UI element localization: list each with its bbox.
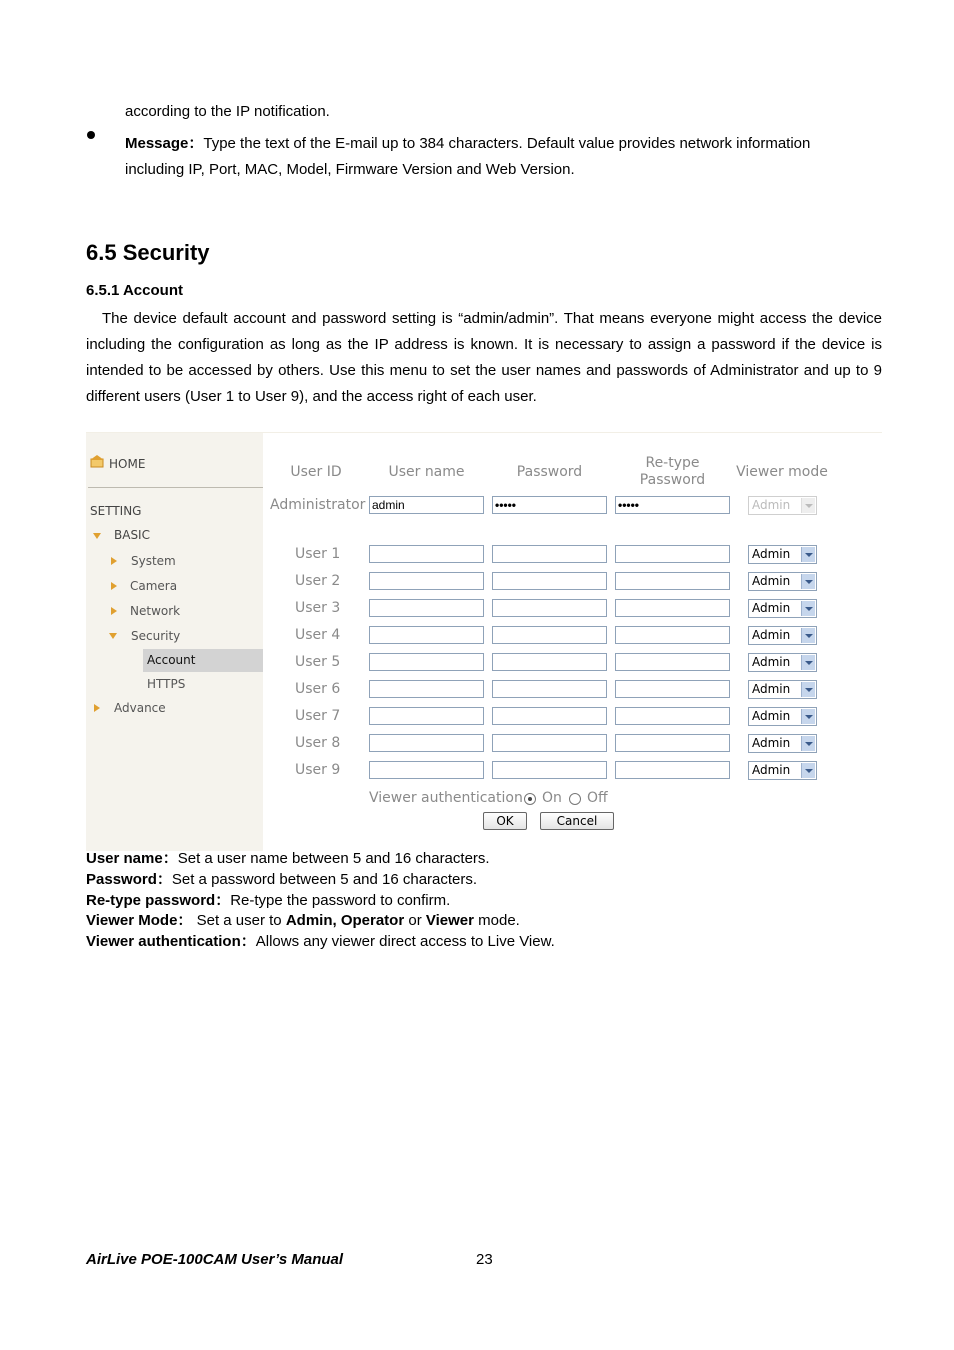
header-retype-password xyxy=(615,455,730,489)
header-viewer-mode: Viewer mode xyxy=(736,464,828,480)
section-title: 6.5 Security xyxy=(86,240,210,265)
user-viewer-mode-select[interactable] xyxy=(748,572,817,591)
definition-text: Set a password between 5 and 16 characters. xyxy=(171,871,478,888)
definition-term: Viewer Mode： xyxy=(86,912,193,929)
ok-button[interactable]: OK xyxy=(483,812,527,830)
chevron-down-icon xyxy=(801,682,815,697)
definition-text: Allows any viewer direct access to Live View. xyxy=(255,933,555,950)
admin-retype-field[interactable]: ••••• xyxy=(615,496,730,514)
user-viewer-mode-value: Admin xyxy=(752,655,791,669)
definition-term: Viewer authentication： xyxy=(86,933,256,950)
collapsed-arrow-icon xyxy=(111,557,117,565)
user-password-field[interactable] xyxy=(492,626,607,644)
user-viewer-mode-select[interactable] xyxy=(748,734,817,753)
user-retype-field[interactable] xyxy=(615,545,730,563)
user-viewer-mode-value: Admin xyxy=(752,682,791,696)
viewer-auth-off-label: Off xyxy=(587,790,608,806)
footer-page-number: 23 xyxy=(476,1251,493,1268)
sidebar-https[interactable]: HTTPS xyxy=(147,677,186,691)
definition-text: Set a user to xyxy=(196,912,282,929)
expanded-arrow-icon xyxy=(93,533,101,539)
chevron-down-icon xyxy=(801,655,815,670)
footer-manual-title: AirLive POE-100CAM User’s Manual xyxy=(86,1251,344,1268)
user-name-field[interactable] xyxy=(369,734,484,752)
definition-user-name xyxy=(86,848,490,869)
user-label: User 8 xyxy=(295,735,341,751)
header-password: Password xyxy=(516,464,583,480)
admin-viewer-mode-select xyxy=(748,496,817,515)
admin-label: Administrator xyxy=(270,497,366,513)
user-viewer-mode-value: Admin xyxy=(752,763,791,777)
user-viewer-mode-select[interactable] xyxy=(748,680,817,699)
user-viewer-mode-select[interactable] xyxy=(748,626,817,645)
user-name-field[interactable] xyxy=(369,572,484,590)
definition-bold: Viewer xyxy=(425,912,474,929)
sidebar-system[interactable]: System xyxy=(131,554,176,568)
chevron-down-icon xyxy=(801,574,815,589)
definition-retype-password xyxy=(86,890,450,911)
viewer-auth-on-radio[interactable] xyxy=(524,793,536,805)
chevron-down-icon xyxy=(801,628,815,643)
viewer-auth-on-label: On xyxy=(542,790,562,806)
user-retype-field[interactable] xyxy=(615,599,730,617)
viewer-auth-off-radio[interactable] xyxy=(569,793,581,805)
user-retype-field[interactable] xyxy=(615,680,730,698)
user-label: User 2 xyxy=(295,573,341,589)
definition-text: mode. xyxy=(478,912,520,929)
header-user-id: User ID xyxy=(290,464,342,480)
viewer-auth-label: Viewer authentication xyxy=(369,790,523,806)
user-viewer-mode-value: Admin xyxy=(752,601,791,615)
cancel-button[interactable]: Cancel xyxy=(540,812,614,830)
expanded-arrow-icon xyxy=(109,633,117,639)
user-name-field[interactable] xyxy=(369,599,484,617)
sidebar xyxy=(86,433,263,851)
user-viewer-mode-select[interactable] xyxy=(748,599,817,618)
collapsed-arrow-icon xyxy=(111,607,117,615)
user-name-field[interactable] xyxy=(369,653,484,671)
user-retype-field[interactable] xyxy=(615,626,730,644)
message-text: Type the text of the E-mail up to 384 characters. Default value provides network information xyxy=(203,135,811,152)
chevron-down-icon xyxy=(801,709,815,724)
chevron-down-icon xyxy=(801,763,815,778)
admin-password-field[interactable]: ••••• xyxy=(492,496,607,514)
header-retype-line2: Password xyxy=(639,472,706,488)
user-password-field[interactable] xyxy=(492,572,607,590)
user-label: User 9 xyxy=(295,762,341,778)
bullet xyxy=(87,131,95,139)
user-name-field[interactable] xyxy=(369,680,484,698)
user-viewer-mode-select[interactable] xyxy=(748,653,817,672)
user-password-field[interactable] xyxy=(492,653,607,671)
user-viewer-mode-select[interactable] xyxy=(748,707,817,726)
collapsed-arrow-icon xyxy=(94,704,100,712)
chevron-down-icon xyxy=(801,601,815,616)
user-label: User 6 xyxy=(295,681,341,697)
definition-term: User name： xyxy=(86,850,178,867)
definition-term: Re-type password： xyxy=(86,892,231,909)
message-text-cont: including IP, Port, MAC, Model, Firmware Version and Web Version. xyxy=(125,161,575,178)
section-body: The device default account and password setting is “admin/admin”. That means everyone might access the device including the configuration as long as the IP address is known. It is necessary to assign a password if the device is intended to be accessed by others. Use this menu to set the user names and passwords of Administrator and up to 9 different users (User 1 to User 9), and the access right of each user. xyxy=(86,310,882,405)
definition-viewer-mode xyxy=(86,910,520,931)
user-viewer-mode-value: Admin xyxy=(752,628,791,642)
user-label: User 5 xyxy=(295,654,341,670)
user-viewer-mode-value: Admin xyxy=(752,547,791,561)
sidebar-home[interactable]: HOME xyxy=(109,457,146,471)
user-label: User 1 xyxy=(295,546,341,562)
collapsed-arrow-icon xyxy=(111,582,117,590)
user-password-field[interactable] xyxy=(492,599,607,617)
sidebar-setting: SETTING xyxy=(90,504,142,518)
header-user-name: User name xyxy=(388,464,465,480)
user-viewer-mode-value: Admin xyxy=(752,736,791,750)
user-label: User 3 xyxy=(295,600,341,616)
user-password-field[interactable] xyxy=(492,734,607,752)
definition-viewer-auth xyxy=(86,931,555,952)
user-viewer-mode-value: Admin xyxy=(752,574,791,588)
user-name-field[interactable] xyxy=(369,545,484,563)
user-label: User 7 xyxy=(295,708,341,724)
user-password-field[interactable] xyxy=(492,545,607,563)
sidebar-advance[interactable]: Advance xyxy=(114,701,166,715)
user-retype-field[interactable] xyxy=(615,734,730,752)
user-label: User 4 xyxy=(295,627,341,643)
user-name-field[interactable] xyxy=(369,761,484,779)
home-icon xyxy=(90,455,104,468)
user-name-field[interactable] xyxy=(369,626,484,644)
sidebar-divider xyxy=(88,487,263,488)
chevron-down-icon xyxy=(801,498,815,513)
message-item xyxy=(125,132,885,153)
message-label: Message： xyxy=(125,135,204,152)
user-retype-field[interactable] xyxy=(615,761,730,779)
chevron-down-icon xyxy=(801,547,815,562)
sidebar-security[interactable]: Security xyxy=(131,629,181,643)
header-retype-line1: Re-type xyxy=(645,455,700,471)
user-retype-field[interactable] xyxy=(615,572,730,590)
definition-term: Password： xyxy=(86,871,172,888)
intro-continuation: according to the IP notification. xyxy=(125,103,330,120)
user-retype-field[interactable] xyxy=(615,707,730,725)
chevron-down-icon xyxy=(801,736,815,751)
admin-viewer-mode-value: Admin xyxy=(752,498,791,512)
sidebar-account[interactable]: Account xyxy=(147,653,196,667)
subsection-title: 6.5.1 Account xyxy=(86,282,183,299)
sidebar-camera[interactable]: Camera xyxy=(130,579,178,593)
sidebar-network[interactable]: Network xyxy=(130,604,181,618)
user-viewer-mode-select[interactable] xyxy=(748,545,817,564)
definition-text: Re-type the password to confirm. xyxy=(230,892,451,909)
definition-text: Set a user name between 5 and 16 characters. xyxy=(177,850,490,867)
definition-bold: Admin, Operator xyxy=(285,912,405,929)
user-password-field[interactable] xyxy=(492,761,607,779)
user-name-field[interactable] xyxy=(369,707,484,725)
account-settings-panel xyxy=(86,432,882,851)
definition-text: or xyxy=(408,912,422,929)
definition-password xyxy=(86,869,477,890)
sidebar-basic[interactable]: BASIC xyxy=(114,528,150,542)
user-viewer-mode-value: Admin xyxy=(752,709,791,723)
user-password-field[interactable] xyxy=(492,707,607,725)
user-viewer-mode-select[interactable] xyxy=(748,761,817,780)
user-password-field[interactable] xyxy=(492,680,607,698)
user-retype-field[interactable] xyxy=(615,653,730,671)
admin-username-field[interactable]: admin xyxy=(369,496,484,514)
